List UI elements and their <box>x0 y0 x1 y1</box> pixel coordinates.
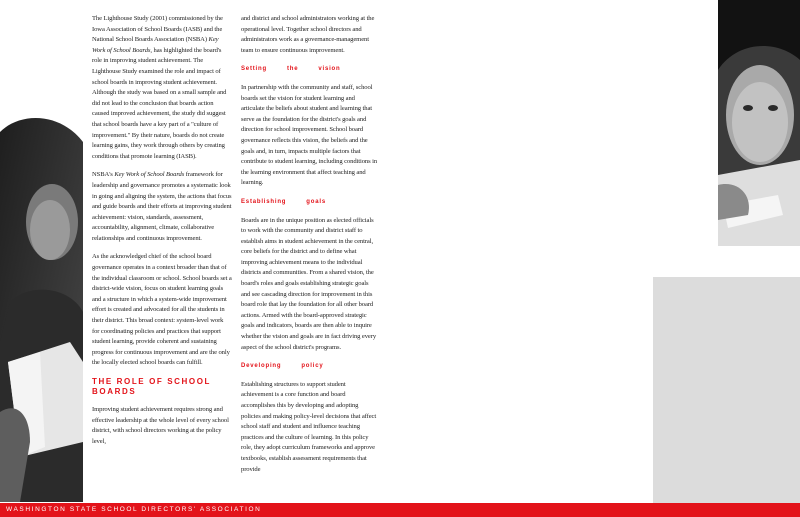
paragraph-team: and district and school administrators working at the operational level. Together school directors and administrators work as a governance-management team to ensure continuous improvement. <box>241 15 375 54</box>
paragraph-role: Improving student achievement requires strong and effective leadership at the whole level of every school district, with school directors working at the policy level, <box>92 406 229 445</box>
gray-panel <box>653 277 800 503</box>
text-column-2 <box>241 14 379 483</box>
paragraph-lighthouse: The Lighthouse Study (2001) commissioned by the Iowa Association of School Boards (IASB) and the National School Boards Association (NSBA) Key Work of School Boards, has highlighted the board's role in improving student achievement. The Lighthouse Study examined the role and impact of school boards in improving student achievement. Although the study was based on a small sample and did not lead to the conclusion that boards action caused improved achievement, the study did suggest that school boards have a key part of a "culture of improvement." By their nature, boards do not create learning gains, they work through others by creating conditions that promote learning (IASB). <box>92 15 227 160</box>
paragraph-vision: In partnership with the community and staff, school boards set the vision for student learning and articulate the beliefs about student and learning that serve as the foundation for the district's goals and direction for school improvement. School board governance reflects this vision, the beliefs and the goals and, in turn, impacts multiple factors that contribute to student learning, including conditions in the learning environment that affect teaching and learning. <box>241 83 378 187</box>
paragraph-governance: As the acknowledged chief of the school board governance operates in a context broader than that of the individual classroom or school. School boards set a district-wide vision, focus on student learning goals and a structure in which a system-wide improvement effort is created and advocated for all the students in their district. This broad context: system-level work for coordinating policies and practices that support student learning, provide coherent and sustaining progress for continuous improvement and are the only the locally elected school boards can fulfill. <box>92 253 232 367</box>
paragraph-policy: Establishing structures to support student achievement is a core function and board accomplishes this by developing and adopting policies and making policy-level decisions that affect school staff and student and influence teaching practices and the culture of learning. In this policy role, they adopt curriculum frameworks and approve textbooks, establish assessment requirements that provide <box>241 380 377 473</box>
paragraph-key-work: NSBA's Key Work of School Boards framework for leadership and governance promotes a systematic look in going and aligning the system, the actions that focus and guide boards and their efforts at improving student achievement: vision, standards, assessment, accountability, alignment, climate, collaborative relationships and continuous improvement. <box>92 171 232 242</box>
subheading-setting-vision: Setting the vision <box>241 66 341 73</box>
child-writing-photo <box>718 0 800 246</box>
publication-title: Key Work of School Boards <box>92 36 219 54</box>
subheading-establishing-goals: Establishing goals <box>241 198 326 205</box>
footer-bar <box>0 503 800 517</box>
publication-title: Key Work of School Boards <box>114 171 185 179</box>
subheading-developing-policy: Developing policy <box>241 363 324 370</box>
paragraph-goals: Boards are in the unique position as elected officials to work with the community and district staff to establish aims in student achievement in the central, core beliefs for the district and to define what improving achievement means to the individual districts and communities. From a shared vision, the board's roles and goals establishing strategic goals and see cascading direction for improvement in this board role that lay the foundation for all other board actions. Armed with the board-approved strategic goals and indicators, boards are then able to inquire whether the vision and goals are in fact driving every aspect of the school district's programs. <box>241 216 377 351</box>
section-title: THE ROLE OF SCHOOL BOARDS <box>92 377 211 396</box>
organization-name: WASHINGTON STATE SCHOOL DIRECTORS' ASSOCIATION <box>6 506 262 513</box>
reading-woman-photo <box>0 112 83 502</box>
text-column-1 <box>92 14 232 455</box>
